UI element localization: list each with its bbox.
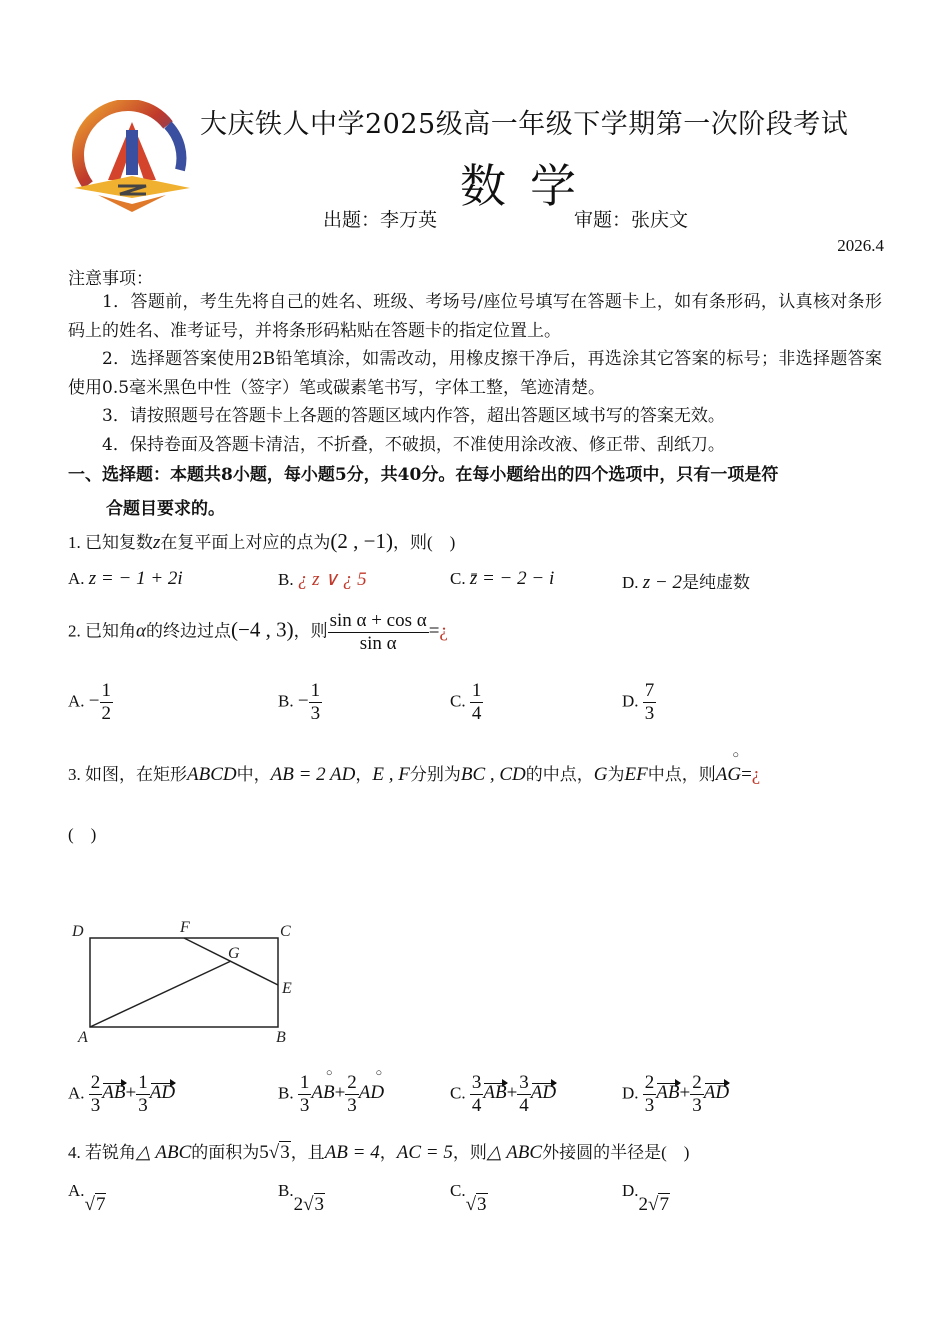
q3-cond: AB = 2 AD: [270, 764, 356, 785]
q2-b-frac: [309, 680, 323, 725]
q3-c-c2n: 3: [519, 1072, 529, 1093]
q3-bccd: BC , CD: [460, 764, 526, 785]
q3-c-plus: +: [506, 1082, 518, 1104]
q1-option-c[interactable]: [450, 568, 554, 590]
q3-d-frac1: [643, 1072, 657, 1117]
q4-d-sqrt: 2√7: [638, 1194, 669, 1215]
q1-b-label: B.: [278, 570, 294, 589]
label-e: E: [282, 980, 292, 997]
subject-title: 数学: [460, 159, 600, 213]
q4-a-sqrt: √7: [84, 1194, 106, 1215]
school-logo: [68, 100, 196, 216]
exam-title: 大庆铁人中学2025级高一年级下学期第一次阶段考试: [200, 109, 849, 140]
q3-text-7: 中点，则: [647, 765, 716, 784]
q4-c-rad: 3: [477, 1194, 487, 1215]
q2-d-frac: [643, 680, 657, 725]
q3-d-c2d: 3: [692, 1095, 702, 1116]
q3-d-plus: +: [679, 1082, 691, 1104]
q4-d-rad: 7: [659, 1194, 669, 1215]
q2-a-frac: [100, 680, 114, 725]
q3-option-d[interactable]: [622, 1072, 729, 1117]
q4-text-2: 的面积为: [191, 1143, 260, 1162]
q4-c-sqrt: √3: [465, 1194, 487, 1215]
q3-a-frac2: [136, 1072, 150, 1117]
label-g: G: [228, 945, 240, 962]
q3-option-a[interactable]: [68, 1072, 175, 1117]
q4-c-label: C.: [450, 1181, 466, 1200]
q3-c-c1d: 4: [471, 1095, 482, 1116]
q4-text-1: 4. 若锐角: [68, 1143, 136, 1162]
q2-text-1: 2. 已知角: [68, 621, 136, 641]
q3-c-frac2: [517, 1072, 531, 1117]
q2-a-num: 1: [101, 680, 111, 701]
q4-b-label: B.: [278, 1181, 294, 1200]
q3-text-1: 3. 如图，在矩形: [68, 765, 187, 784]
q3-b-c1d: 3: [299, 1095, 310, 1116]
q3-a-v1: AB: [102, 1082, 126, 1104]
q2-c-den: 4: [471, 703, 482, 724]
q2-d-label: D.: [622, 691, 639, 711]
q4-text-5: ，则: [452, 1143, 487, 1162]
q2-option-b[interactable]: [278, 680, 322, 725]
q2-mark: ¿: [439, 620, 448, 642]
q1-c-expr: z̄ = − 2 − i: [469, 568, 555, 589]
reviewer-line: 审题：张庆文: [574, 209, 689, 231]
q3-b-v2: AD: [358, 1082, 385, 1104]
q4-text-3: ，且: [290, 1143, 325, 1162]
q2-d-num: 7: [644, 680, 655, 701]
q3-b-v1: AB: [311, 1082, 335, 1104]
q3-ag-vector: ○ AG: [715, 749, 742, 785]
q4-text-4: ，: [379, 1143, 397, 1162]
q3-ag: AG: [715, 764, 742, 785]
segment-ag: [90, 961, 231, 1027]
q2-text-3: ，则: [293, 621, 328, 641]
q2-b-num: 1: [310, 680, 321, 701]
q3-rect: ABCD: [187, 764, 237, 785]
q3-b-plus: +: [334, 1082, 346, 1104]
q3-b-c2n: 2: [347, 1072, 357, 1093]
q1-option-a[interactable]: [68, 568, 183, 590]
section-heading-line1: 一、选择题：本题共8小题，每小题5分，共40分。在每小题给出的四个选项中，只有一项是符: [68, 465, 779, 485]
question-3: [68, 749, 761, 786]
q4-area-rad: 3: [280, 1142, 290, 1163]
label-f: F: [180, 919, 190, 936]
q3-text-2: 中，: [236, 765, 271, 784]
q2-point: (−4 , 3): [230, 617, 294, 642]
q4-b-coef: 2: [293, 1194, 304, 1215]
q3-paren: ( ): [68, 825, 97, 844]
q3-d-v2: AD: [703, 1082, 730, 1104]
q1-a-label: A.: [68, 569, 85, 588]
q4-option-b[interactable]: [278, 1180, 325, 1215]
q1-c-label: C.: [450, 569, 466, 588]
q4-b-sqrt: 2√3: [293, 1194, 325, 1215]
q3-c-c1n: 3: [471, 1072, 482, 1093]
q3-d-c1n: 2: [644, 1072, 655, 1093]
q1-a-expr: z = − 1 + 2i: [88, 568, 183, 589]
q3-a-frac1: [89, 1072, 103, 1117]
q4-option-c[interactable]: [450, 1180, 488, 1215]
q3-a-c1d: 3: [90, 1095, 101, 1116]
q2-numerator: sin α + cos α: [329, 610, 427, 631]
q3-b-c1n: 1: [299, 1072, 310, 1093]
q4-d-coef: 2: [638, 1194, 649, 1215]
q3-c-label: C.: [450, 1083, 466, 1103]
question-1: [68, 528, 455, 554]
q3-a-label: A.: [68, 1083, 85, 1103]
q4-b-rad: 3: [314, 1194, 325, 1215]
q1-option-d[interactable]: [622, 568, 750, 594]
q3-a-plus: +: [125, 1082, 137, 1104]
q3-d-c2n: 2: [692, 1072, 702, 1093]
q1-point: (2 , −1): [330, 529, 393, 553]
q4-triangle-2: △ ABC: [486, 1142, 543, 1163]
note-item-2: 2．选择题答案使用2B铅笔填涂，如需改动，用橡皮擦干净后，再选涂其它答案的标号；非选择题答案使用0.5毫米黑色中性（签字）笔或碳素笔书写，字体工整，笔迹清楚。: [68, 349, 882, 398]
q4-d-label: D.: [622, 1181, 639, 1200]
q2-fraction: [328, 610, 429, 655]
author-line: 出题：李万英: [323, 209, 438, 231]
q3-b-frac1: [298, 1072, 312, 1117]
q1-option-b[interactable]: [278, 568, 367, 591]
q3-text-4: 分别为: [409, 765, 461, 784]
q3-c-c2d: 4: [519, 1095, 529, 1116]
note-item-3: 3．请按照题号在答题卡上各题的答题区域内作答，超出答题区域书写的答案无效。: [102, 406, 725, 426]
q3-option-c[interactable]: [450, 1072, 556, 1117]
q3-c-v2: AD: [530, 1082, 557, 1104]
question-2: [68, 610, 448, 655]
q3-b-c2d: 3: [347, 1095, 357, 1116]
q3-b-frac2: [345, 1072, 359, 1117]
q3-mark: ¿: [751, 764, 761, 785]
q3-a-c2d: 3: [138, 1095, 148, 1116]
q3-d-label: D.: [622, 1083, 639, 1103]
q2-equals: =: [428, 620, 440, 642]
q1-text-2: 在复平面上对应的点为: [160, 533, 331, 552]
notes-heading: 注意事项：: [68, 269, 153, 289]
q2-a-label: A.: [68, 691, 85, 711]
q4-area: 5√3: [259, 1142, 290, 1163]
q3-d-frac2: [690, 1072, 704, 1117]
q4-area-coef: 5: [259, 1142, 269, 1163]
q4-option-a[interactable]: [68, 1180, 106, 1215]
q4-a-rad: 7: [95, 1194, 106, 1215]
q3-a-c2n: 1: [138, 1072, 148, 1093]
q3-text-6: 为: [607, 765, 625, 784]
q1-b-expr: ¿ z ∨ ¿ 5: [297, 569, 367, 590]
q2-a-den: 2: [101, 703, 111, 724]
q3-a-c1n: 2: [90, 1072, 101, 1093]
q3-c-frac1: [470, 1072, 484, 1117]
q3-ef: E , F: [372, 764, 410, 785]
section-heading-line2: 合题目要求的。: [106, 499, 225, 519]
q1-d-label: D.: [622, 573, 639, 592]
q3-b-label: B.: [278, 1083, 294, 1103]
q1-var-z: z: [153, 532, 161, 553]
q2-option-a[interactable]: [68, 680, 113, 725]
q3-equals: =: [741, 764, 752, 785]
q2-c-num: 1: [471, 680, 482, 701]
q3-a-v2: AD: [149, 1082, 176, 1104]
label-b: B: [276, 1029, 286, 1046]
q2-b-sign: −: [297, 690, 309, 712]
q4-triangle: △ ABC: [136, 1142, 192, 1163]
label-d: D: [72, 923, 84, 940]
q2-d-den: 3: [644, 703, 655, 724]
q4-option-d[interactable]: [622, 1180, 670, 1215]
q1-text-3: ，则( ): [393, 533, 456, 552]
q3-text-3: ，: [355, 765, 373, 784]
question-4: [68, 1138, 689, 1164]
q2-text-2: 的终边过点: [145, 621, 231, 641]
q1-d-expr: z − 2: [642, 572, 682, 593]
q3-d-v1: AB: [656, 1082, 680, 1104]
q2-var-alpha: α: [136, 620, 146, 642]
q3-b-vec2: ○ AD: [358, 1067, 385, 1104]
note-item-1: 1．答题前，考生先将自己的姓名、班级、考场号/座位号填写在答题卡上，如有条形码，认真核对条形码上的姓名、准考证号，并将条形码粘贴在答题卡的指定位置上。: [68, 292, 882, 341]
q2-b-label: B.: [278, 691, 294, 711]
q3-efseg: EF: [624, 764, 648, 785]
q2-denominator: sin α: [359, 633, 397, 654]
q3-b-vec1: ○ AB: [311, 1067, 335, 1104]
q4-text-6: 外接圆的半径是( ): [542, 1143, 690, 1162]
q3-d-c1d: 3: [644, 1095, 655, 1116]
q3-c-v1: AB: [483, 1082, 507, 1104]
exam-date: 2026.4: [837, 236, 884, 255]
q1-d-text: 是纯虚数: [682, 573, 750, 592]
note-item-4: 4．保持卷面及答题卡清洁，不折叠，不破损，不准使用涂改液、修正带、刮纸刀。: [102, 435, 725, 455]
q2-b-den: 3: [310, 703, 321, 724]
q2-c-label: C.: [450, 691, 466, 711]
q1-text-1: 1. 已知复数: [68, 533, 153, 552]
label-c: C: [280, 923, 291, 940]
rectangle-figure: [68, 915, 308, 1050]
q2-a-sign: −: [88, 690, 100, 712]
q2-c-frac: [470, 680, 484, 725]
label-a: A: [78, 1029, 88, 1046]
q4-ab: AB = 4: [324, 1142, 380, 1163]
q3-text-5: 的中点，: [525, 765, 594, 784]
q3-option-b[interactable]: [278, 1067, 385, 1117]
q4-a-label: A.: [68, 1181, 85, 1200]
q2-option-c[interactable]: [450, 680, 483, 725]
q2-option-d[interactable]: [622, 680, 656, 725]
q4-ac: AC = 5: [396, 1142, 453, 1163]
q3-g: G: [593, 764, 608, 785]
